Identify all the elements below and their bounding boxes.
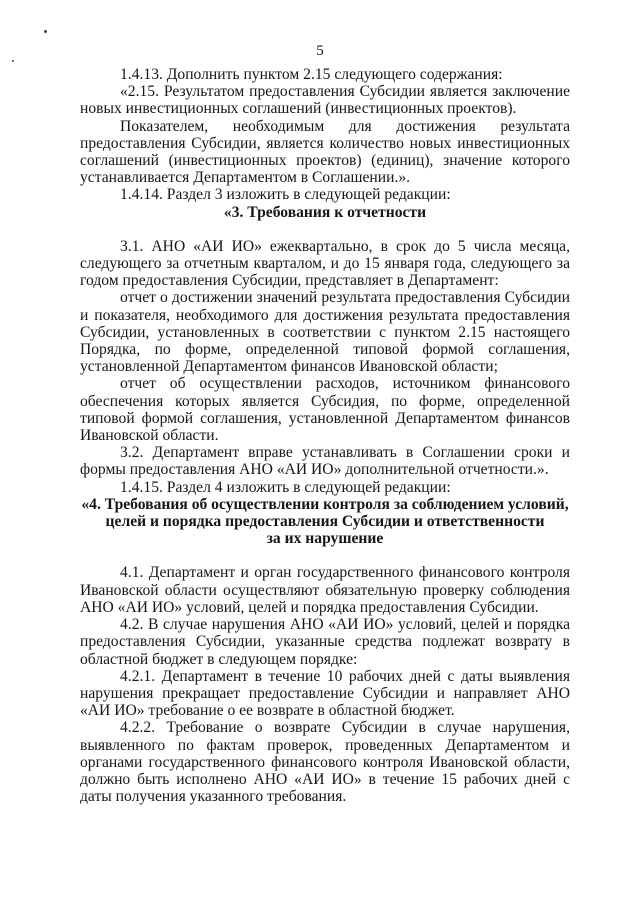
paragraph: 4.2.1. Департамент в течение 10 рабочих дней с даты выявления нарушения прекращает предоставление Субсидии и направляет АНО «АИ ИО» требование о ее возврате в областной бюджет. bbox=[80, 667, 570, 720]
paragraph: 4.2.2. Требование о возврате Субсидии в случае нарушения, выявленного по фактам проверок, проведенных Департаментом и органами государственного финансового контроля Ивановской области, должно быть исполнено АНО «АИ ИО» в течение 15 рабочих дней с даты получения указанного требования. bbox=[80, 719, 570, 806]
paragraph: Показателем, необходимым для достижения результата предоставления Субсидии, является количество новых инвестиционных соглашений (инвестиционных проектов) (единиц), значение которого устанавливается Департаментом в Соглашении.». bbox=[80, 117, 570, 187]
scan-speck bbox=[44, 30, 47, 33]
scan-speck bbox=[12, 60, 14, 62]
paragraph: 4.1. Департамент и орган государственного финансового контроля Ивановской области осуществляют обязательную проверку соблюдения АНО «АИ ИО» условий, целей и порядка предоставления Субсидии. bbox=[80, 564, 570, 616]
paragraph: 3.1. АНО «АИ ИО» ежеквартально, в срок до 5 числа месяца, следующего за отчетным кварталом, и до 15 января года, следующего за годом предоставления Субсидии, представляет в Департамент: bbox=[80, 237, 570, 290]
paragraph: отчет о достижении значений результата предоставления Субсидии и показателя, необходимого для достижения результата предоставления Субсидии, установленных в соответствии с пунктом 2.15 настоящего Порядка, по форме, определенной типовой формой соглашения, установленной Департаментом финансов Ивановской области; bbox=[80, 289, 570, 376]
paragraph: 1.4.14. Раздел 3 изложить в следующей редакции: bbox=[120, 186, 451, 204]
section-heading-line: целей и порядка предоставления Субсидии и ответственности bbox=[105, 513, 545, 531]
page-number: 5 bbox=[316, 43, 324, 59]
paragraph: отчет об осуществлении расходов, источником финансового обеспечения которых является Субсидия, по форме, определенной типовой формой соглашения, установленной Департаментом финансов Ивановской области. bbox=[80, 375, 570, 445]
section-heading-line: за их нарушение bbox=[266, 530, 384, 548]
paragraph: «2.15. Результатом предоставления Субсидии является заключение новых инвестиционных соглашений (инвестиционных проектов). bbox=[80, 83, 570, 118]
paragraph: 1.4.13. Дополнить пунктом 2.15 следующего содержания: bbox=[120, 66, 503, 83]
section-heading-line: «4. Требования об осуществлении контроля за соблюдением условий, bbox=[81, 495, 569, 513]
paragraph: 3.2. Департамент вправе устанавливать в Соглашении сроки и формы предоставления АНО «АИ ИО» дополнительной отчетности.». bbox=[80, 444, 570, 479]
paragraph: 1.4.15. Раздел 4 изложить в следующей редакции: bbox=[120, 478, 451, 496]
document-body bbox=[80, 66, 570, 805]
paragraph: 4.2. В случае нарушения АНО «АИ ИО» условий, целей и порядка предоставления Субсидии, указанные средства подлежат возврату в областной бюджет в следующем порядке: bbox=[80, 616, 570, 668]
section-heading: «3. Требования к отчетности bbox=[223, 203, 427, 221]
section-heading bbox=[80, 496, 570, 548]
